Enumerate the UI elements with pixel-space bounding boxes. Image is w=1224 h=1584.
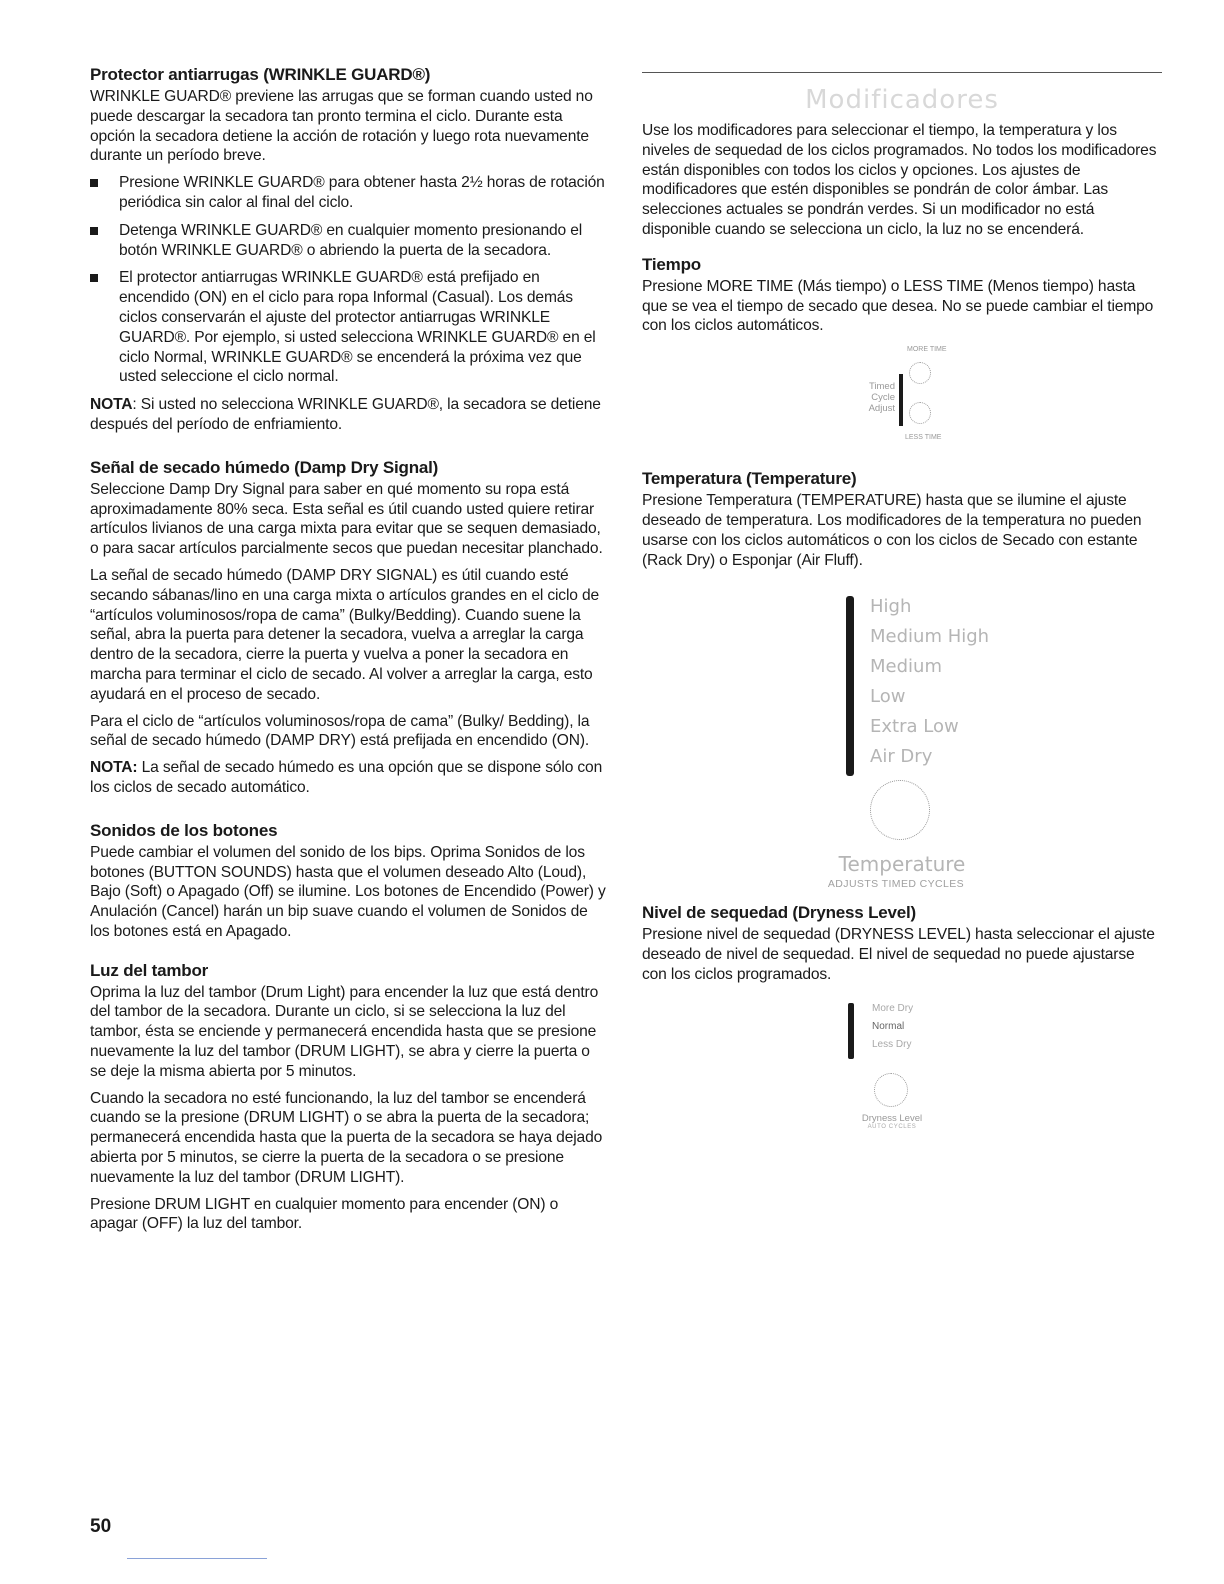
temp-option: Extra Low <box>870 716 959 738</box>
damp-dry-section <box>90 457 608 798</box>
temperature-sublabel: ADJUSTS TIMED CYCLES <box>827 878 965 891</box>
temp-option: Low <box>870 686 906 708</box>
modifiers-title: Modificadores <box>805 85 999 115</box>
cycle-label: Cycle <box>871 392 895 404</box>
modifiers-section <box>642 121 1162 240</box>
temp-option: High <box>870 596 912 618</box>
dryness-section <box>642 902 1162 1130</box>
damp-dry-note: NOTA: La señal de secado húmedo es una opción que se dispone sólo con los ciclos de secado automático. <box>90 759 603 796</box>
drum-light-p2: Cuando la secadora no esté funcionando, la luz del tambor se encenderá cuando se la presione (DRUM LIGHT) o se abra la puerta de la secadora; permanecerá encendida hasta que la puerta de la secadora se haya dejado abierta por 5 minutos, se cierre la puerta de la secadora o se presione nuevamente la luz del tambor (DRUM LIGHT). <box>90 1089 603 1186</box>
time-p1: Presione MORE TIME (Más tiempo) o LESS TIME (Menos tiempo) hasta que se vea el tiempo de secado que desea. No se puede cambiar el tiempo con los ciclos automáticos. <box>642 277 1154 335</box>
less-time-button[interactable] <box>909 402 931 424</box>
timed-cycle-figure <box>847 346 967 446</box>
drum-light-p3: Presione DRUM LIGHT en cualquier momento para encender (ON) o apagar (OFF) la luz del tambor. <box>90 1195 559 1233</box>
dryness-option: Normal <box>872 1020 905 1032</box>
less-time-label: LESS TIME <box>905 434 942 442</box>
bullet-square-icon <box>90 274 98 282</box>
dryness-option: More Dry <box>872 1002 914 1014</box>
drum-light-section <box>90 960 608 1235</box>
more-time-label: MORE TIME <box>907 346 947 354</box>
temperature-section <box>642 468 1162 891</box>
drum-light-title: Luz del tambor <box>90 960 209 980</box>
top-divider <box>642 72 1162 73</box>
more-time-button[interactable] <box>909 362 931 384</box>
button-sounds-section <box>90 820 608 942</box>
drum-light-p1: Oprima la luz del tambor (Drum Light) para encender la luz que está dentro del tambor de la secadora. Durante un ciclo, si se selecciona la luz del tambor, ésta se enciende y permanecerá encendida hasta que se presione nuevamente la luz del tambor (DRUM LIGHT), se abra y cierre la puerta o se deje la misma abierta por 5 minutos. <box>90 983 599 1080</box>
wrinkle-guard-bullets <box>90 173 608 387</box>
dryness-title: Nivel de sequedad (Dryness Level) <box>642 903 917 923</box>
damp-dry-p2: La señal de secado húmedo (DAMP DRY SIGNAL) es útil cuando esté secando sábanas/lino en una carga mixta o artículos grandes en el ciclo de “artículos voluminosos/ropa de cama” (Bulky/Bedding). Cuando suene la señal, abra la puerta para detener la secadora, vuelva a arreglar la carga dentro de la secadora, cierre la puerta y vuelva a poner la secadora en marcha para terminar el ciclo de secado. Al volver a arreglar la carga, esto ayudará en el proceso de secado. <box>90 566 600 703</box>
damp-dry-p3: Para el ciclo de “artículos voluminosos/ropa de cama” (Bulky/ Bedding), la señal de secado húmedo (DAMP DRY) está prefijada en encendido (ON). <box>90 712 590 750</box>
damp-dry-p1: Seleccione Damp Dry Signal para saber en qué momento su ropa está aproximadamente 80% seca. Esta señal es útil cuando usted quiere retirar artículos livianos de una carga mixta para evitar que se sequen demasiado, o para sacar artículos parcialmente secos que puedan necesitar planchado. <box>90 480 603 558</box>
dryness-option: Less Dry <box>872 1038 912 1050</box>
temp-option: Air Dry <box>870 746 933 768</box>
bullet-square-icon <box>90 227 98 235</box>
wrinkle-guard-title: Protector antiarrugas (WRINKLE GUARD®) <box>90 65 431 84</box>
button-sounds-p1: Puede cambiar el volumen del sonido de los bips. Oprima Sonidos de los botones (BUTTON SOUNDS) hasta que el volumen deseado Alto (Loud), Bajo (Soft) o Apagado (Off) se ilumine. Los botones de Encendido (Power) y Anulación (Cancel) harán un bip suave cuando el volumen de Sonidos de los botones está en Apagado. <box>90 843 606 940</box>
temperature-button[interactable] <box>870 780 930 840</box>
dryness-sublabel: AUTO CYCLES <box>867 1123 917 1130</box>
left-column <box>90 64 608 1248</box>
wrinkle-guard-note: NOTA: Si usted no selecciona WRINKLE GUARD®, la secadora se detiene después del período de enfriamiento. <box>90 396 601 433</box>
footer-rule <box>127 1558 267 1559</box>
adjust-label: Adjust <box>868 403 895 415</box>
temp-option: Medium High <box>870 626 990 648</box>
modifiers-p1: Use los modificadores para seleccionar el tiempo, la temperatura y los niveles de sequedad de los ciclos programados. No todos los modificadores están disponibles con todos los ciclos y opciones. Los ajustes de modificadores que estén disponibles se pondrán de color ámbar. Las selecciones actuales se pondrán verdes. Si un modificador no está disponible cuando se selecciona un ciclo, la luz no se encenderá. <box>642 122 1157 238</box>
indicator-bar <box>899 374 903 426</box>
damp-dry-title: Señal de secado húmedo (Damp Dry Signal) <box>90 457 439 477</box>
dryness-p1: Presione nivel de sequedad (DRYNESS LEVEL) hasta seleccionar el ajuste deseado de nivel de sequedad. El nivel de sequedad no puede ajustarse con los ciclos programados. <box>642 926 1155 983</box>
list-item: Detenga WRINKLE GUARD® en cualquier momento presionando el botón WRINKLE GUARD® o abriendo la puerta de la secadora. <box>90 221 608 261</box>
time-section <box>642 254 1162 446</box>
indicator-bar <box>848 1003 854 1059</box>
right-column <box>642 64 1162 1135</box>
temperature-label: Temperature <box>838 852 966 877</box>
temperature-figure <box>827 584 1066 891</box>
dryness-figure <box>848 1001 988 1130</box>
time-title: Tiempo <box>642 254 701 274</box>
dryness-level-button[interactable] <box>874 1073 908 1107</box>
bullet-square-icon <box>90 179 98 187</box>
list-item: Presione WRINKLE GUARD® para obtener hasta 2½ horas de rotación periódica sin calor al final del ciclo. <box>90 173 608 213</box>
list-item: El protector antiarrugas WRINKLE GUARD® está prefijado en encendido (ON) en el ciclo para ropa Informal (Casual). Los demás ciclos conservarán el ajuste del protector antiarrugas WRINKLE GUARD®. Por ejemplo, si usted selecciona WRINKLE GUARD® en el ciclo Normal, WRINKLE GUARD® se encenderá la próxima vez que usted seleccione el ciclo normal. <box>90 268 608 387</box>
page-number: 50 <box>90 1516 112 1537</box>
wrinkle-guard-section <box>90 64 608 435</box>
temperature-title: Temperatura (Temperature) <box>642 469 857 489</box>
dryness-label: Dryness Level <box>861 1112 923 1124</box>
indicator-bar <box>846 596 854 776</box>
temperature-p1: Presione Temperatura (TEMPERATURE) hasta que se ilumine el ajuste deseado de temperatura. Los modificadores de la temperatura no pueden usarse con los ciclos automáticos o con los ciclos de Secado con estante (Rack Dry) o Esponjar (Air Fluff). <box>642 492 1142 569</box>
button-sounds-title: Sonidos de los botones <box>90 820 278 840</box>
timed-label: Timed <box>868 381 895 393</box>
wrinkle-guard-intro: WRINKLE GUARD® previene las arrugas que se forman cuando usted no puede descargar la secadora tan pronto termina el ciclo. Durante esta opción la secadora detiene la acción de rotación y luego rota nuevamente durante un período breve. <box>90 88 593 165</box>
temp-option: Medium <box>870 656 942 678</box>
